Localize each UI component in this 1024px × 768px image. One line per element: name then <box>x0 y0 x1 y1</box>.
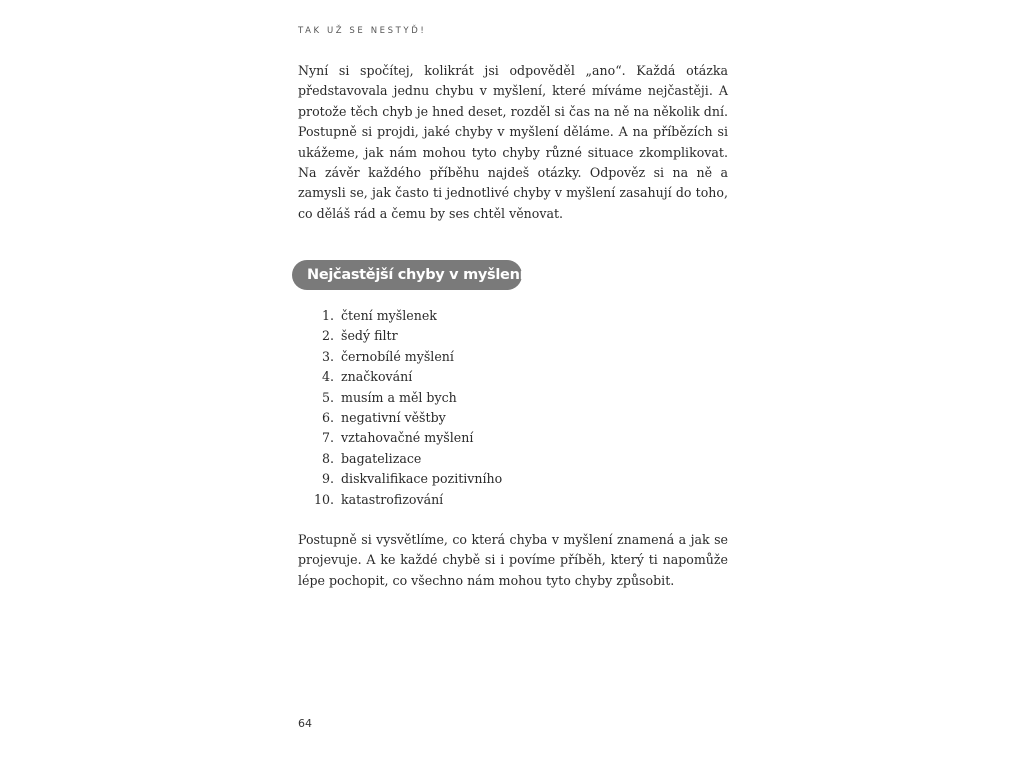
list-item-number: 2. <box>321 328 334 344</box>
list-item-number: 6. <box>321 409 334 425</box>
list-item <box>312 367 502 387</box>
list-item-number: 9. <box>321 471 334 487</box>
running-head: TAK UŽ SE NESTYĎ! <box>298 26 427 36</box>
list-item <box>312 428 502 448</box>
list-item-label: diskvalifikace pozitivního <box>341 471 503 487</box>
list-item-label: vztahovačné myšlení <box>341 430 474 446</box>
section-heading-banner <box>292 260 525 290</box>
list-item-number: 10. <box>313 491 334 507</box>
list-item-label: šedý filtr <box>341 328 398 344</box>
list-item <box>312 408 502 428</box>
list-item-number: 1. <box>321 308 334 323</box>
intro-paragraph: Nyní si spočítej, kolikrát jsi odpověděl „ano“. Každá otázka představovala jednu chybu v myšlení, které míváme nejčastěji. A protože těch chyb je hned deset, rozděl si čas na ně na několik dní. Postupně si projdi, jaké chyby v myšlení děláme. A na příbězích si ukážeme, jak nám mohou tyto chyby různé situace zkomplikovat. Na závěr každého příběhu najdeš otázky. Odpověz si na ně a zamysli se, jak často ti jednotlivé chyby v myšlení zasahují do toho, co děláš rád a čemu by ses chtěl věnovat. <box>298 63 728 221</box>
list-item <box>312 449 502 469</box>
list-item-label: čtení myšlenek <box>341 308 437 323</box>
section-heading: Nejčastější chyby v myšlení <box>307 267 525 283</box>
list-item <box>312 469 502 489</box>
outro-paragraph: Postupně si vysvětlíme, co která chyba v myšlení znamená a jak se projevuje. A ke každé chybě si i povíme příběh, který ti napomůže lépe pochopit, co všechno nám mohou tyto chyby způsobit. <box>298 532 728 588</box>
list-item-label: musím a měl bych <box>341 389 457 405</box>
list-item-label: černobílé myšlení <box>341 348 454 364</box>
list-item-number: 8. <box>321 450 334 466</box>
list-item-label: značkování <box>341 369 413 385</box>
thinking-errors-list <box>312 306 502 510</box>
list-item-number: 3. <box>321 348 334 364</box>
list-item-number: 7. <box>321 430 334 446</box>
page-number: 64 <box>298 717 312 730</box>
list-item <box>312 306 502 326</box>
list-item-label: negativní věštby <box>341 409 446 425</box>
list-item-number: 4. <box>321 369 334 385</box>
list-item <box>312 490 502 510</box>
list-item <box>312 326 502 346</box>
list-item <box>312 388 502 408</box>
list-item <box>312 347 502 367</box>
list-item-number: 5. <box>321 389 334 405</box>
list-item-label: bagatelizace <box>341 450 422 466</box>
list-item-label: katastrofizování <box>341 491 444 507</box>
